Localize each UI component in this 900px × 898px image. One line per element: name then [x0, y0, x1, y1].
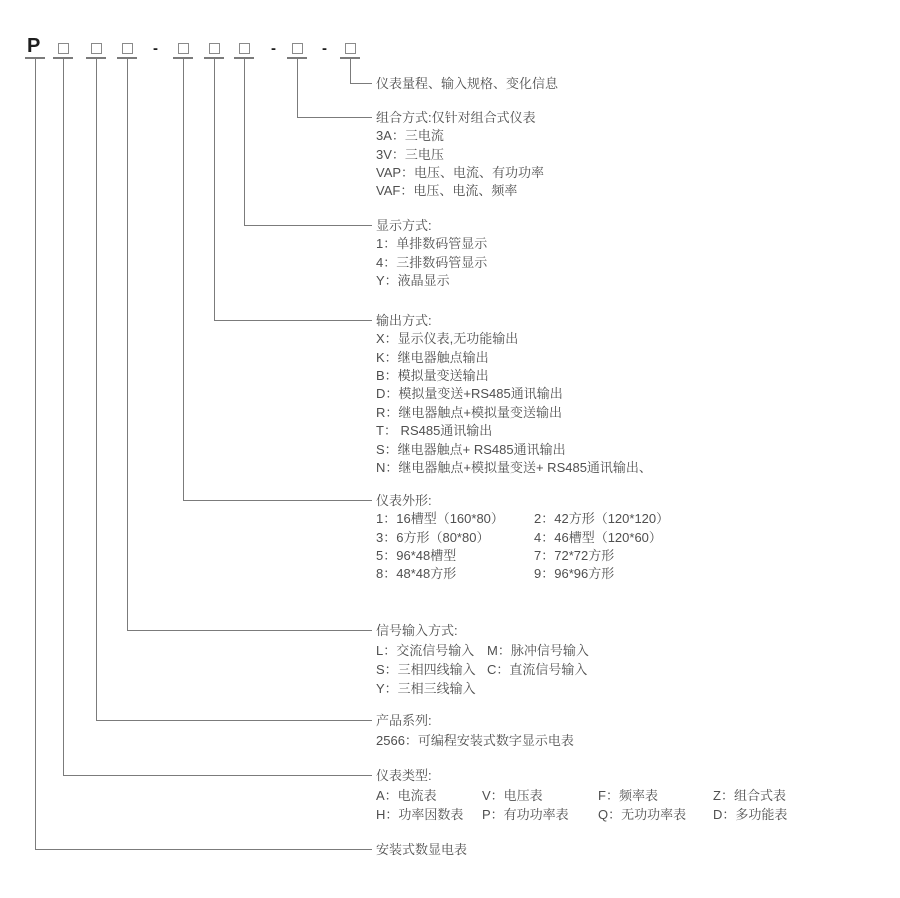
section-line	[376, 146, 896, 164]
section-line	[376, 529, 896, 547]
section-item: Q：无功功率表	[598, 807, 687, 823]
section-line	[376, 786, 896, 806]
section-line	[376, 805, 896, 825]
code-digit-box	[209, 43, 220, 54]
section-item: R：继电器触点+模拟量变送输出	[376, 404, 562, 420]
section-item: 4：三排数码管显示	[376, 254, 488, 270]
section-item: N：继电器触点+模拟量变送+ RS485通讯输出、	[376, 460, 652, 475]
section-line	[376, 254, 896, 272]
section-line	[376, 679, 896, 698]
section-title-meter-range: 仪表量程、输入规格、变化信息	[376, 75, 559, 91]
section-item: D：多功能表	[713, 807, 788, 823]
section-item: T： RS485通讯输出	[376, 423, 493, 439]
section-line	[376, 565, 896, 583]
section-title-display-mode: 显示方式:	[376, 217, 432, 233]
section-line	[376, 385, 896, 403]
section-item: 8：48*48方形	[376, 566, 457, 582]
section-line	[376, 547, 896, 565]
section-item: S：继电器触点+ RS485通讯输出	[376, 441, 566, 457]
code-digit-box	[178, 43, 189, 54]
section-line	[376, 182, 896, 200]
section-line	[376, 441, 896, 459]
section-item: D：模拟量变送+RS485通讯输出	[376, 386, 563, 402]
section-item: 2：42方形（120*120）	[534, 511, 670, 527]
section-line	[376, 235, 896, 253]
connector-line-category	[35, 59, 372, 850]
section-item: 7：72*72方形	[534, 548, 615, 563]
section-item: 3A：三电流	[376, 128, 444, 144]
code-prefix-letter: P	[27, 35, 41, 57]
section-item: K：继电器触点输出	[376, 349, 489, 365]
section-line	[376, 349, 896, 367]
code-digit-box	[239, 43, 250, 54]
code-digit-box	[292, 43, 303, 54]
section-item: F：频率表	[598, 787, 658, 803]
section-title-meter-type: 仪表类型:	[376, 768, 432, 784]
section-item: B：模拟量变送输出	[376, 368, 489, 383]
section-item: 4：46槽型（120*60）	[534, 529, 662, 545]
section-item: H：功率因数表	[376, 807, 464, 823]
section-item: 5：96*48槽型	[376, 548, 457, 563]
section-title-output-mode: 输出方式:	[376, 312, 432, 328]
code-digit-box	[91, 43, 102, 54]
section-line	[376, 510, 896, 528]
code-digit-box	[58, 43, 69, 54]
section-item: V：电压表	[482, 787, 543, 803]
section-item: A：电流表	[376, 787, 437, 803]
section-item: 1：16槽型（160*80）	[376, 511, 504, 527]
section-item: M：脉冲信号输入	[487, 642, 589, 658]
section-line	[376, 731, 896, 750]
code-digit-box	[122, 43, 133, 54]
section-title-combination-mode: 组合方式:仅针对组合式仪表	[376, 109, 536, 125]
section-item: L：交流信号输入	[376, 642, 475, 658]
section-line	[376, 459, 896, 477]
code-digit-box	[345, 43, 356, 54]
section-item: S：三相四线输入	[376, 661, 476, 677]
section-item: 9：96*96方形	[534, 566, 615, 582]
section-title-category: 安装式数显电表	[376, 841, 468, 857]
section-title-meter-shape: 仪表外形:	[376, 492, 432, 508]
section-item: Y：液晶显示	[376, 273, 450, 288]
section-line	[376, 660, 896, 679]
section-line	[376, 641, 896, 660]
section-item: 1：单排数码管显示	[376, 236, 488, 252]
section-item: VAP：电压、电流、有功功率	[376, 165, 545, 180]
section-item: Z：组合式表	[713, 787, 786, 803]
section-line	[376, 367, 896, 385]
section-line	[376, 330, 896, 348]
section-item: Y：三相三线输入	[376, 681, 476, 696]
section-item: VAF：电压、电流、频率	[376, 183, 518, 199]
code-separator: -	[322, 40, 327, 57]
section-item: 2566：可编程安装式数字显示电表	[376, 732, 574, 748]
section-item: 3V：三电压	[376, 146, 444, 162]
section-line	[376, 404, 896, 422]
code-separator: -	[153, 40, 158, 57]
section-item: X：显示仪表,无功能输出	[376, 331, 519, 347]
section-line	[376, 272, 896, 290]
section-item: P：有功功率表	[482, 807, 569, 823]
code-separator: -	[271, 40, 276, 57]
section-line	[376, 164, 896, 182]
section-title-signal-input-mode: 信号输入方式:	[376, 623, 458, 639]
section-line	[376, 127, 896, 145]
section-title-product-series: 产品系列:	[376, 713, 432, 729]
section-item: 3：6方形（80*80）	[376, 529, 490, 545]
section-line	[376, 422, 896, 440]
section-item: C：直流信号输入	[487, 661, 588, 677]
